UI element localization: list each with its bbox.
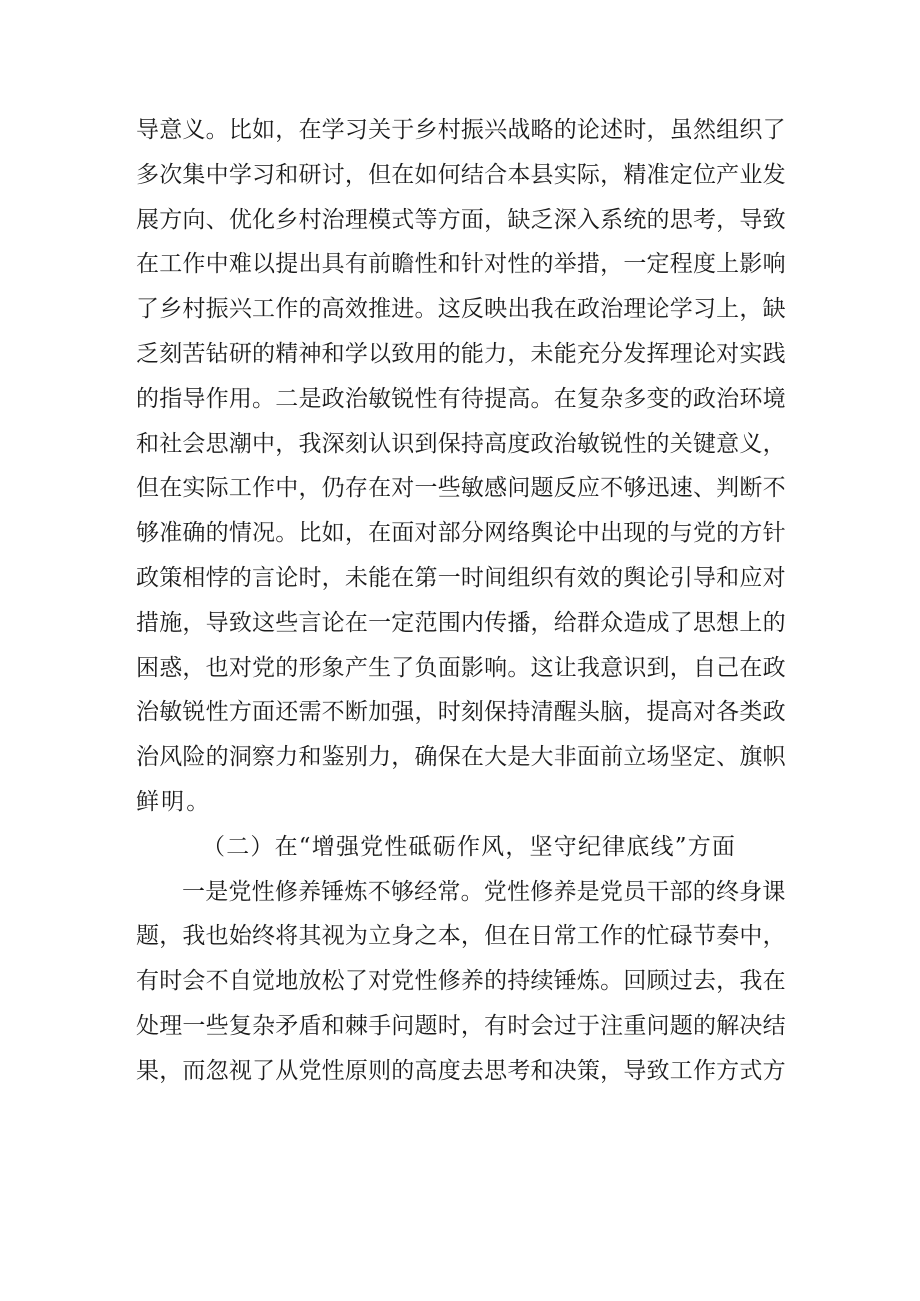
paragraph-line: 措施，导致这些言论在一定范围内传播，给群众造成了思想上的 bbox=[136, 609, 786, 636]
paragraph-line: 一是党性修养锤炼不够经常。党性修养是党员干部的终身课 bbox=[182, 878, 786, 905]
paragraph-line: 导意义。比如，在学习关于乡村振兴战略的论述时，虽然组织了 bbox=[136, 117, 786, 143]
paragraph-line: 治风险的洞察力和鉴别力，确保在大是大非面前立场坚定、旗帜 bbox=[136, 744, 786, 771]
paragraph-line: 够准确的情况。比如，在面对部分网络舆论中出现的与党的方针 bbox=[136, 520, 786, 547]
paragraph-line: 政策相悖的言论时，未能在第一时间组织有效的舆论引导和应对 bbox=[136, 564, 786, 591]
paragraph-line: 了乡村振兴工作的高效推进。这反映出我在政治理论学习上，缺 bbox=[136, 296, 786, 323]
paragraph-line: 困惑，也对党的形象产生了负面影响。这让我意识到，自己在政 bbox=[136, 654, 786, 681]
paragraph-line: 和社会思潮中，我深刻认识到保持高度政治敏锐性的关键意义， bbox=[136, 430, 786, 457]
paragraph-line: 在工作中难以提出具有前瞻性和针对性的举措，一定程度上影响 bbox=[136, 251, 786, 278]
paragraph-line: 果，而忽视了从党性原则的高度去思考和决策，导致工作方式方 bbox=[136, 1057, 786, 1084]
paragraph-line: 展方向、优化乡村治理模式等方面，缺乏深入系统的思考，导致 bbox=[136, 206, 786, 233]
paragraph-line: 多次集中学习和研讨，但在如何结合本县实际，精准定位产业发 bbox=[136, 161, 786, 188]
paragraph-line: 治敏锐性方面还需不断加强，时刻保持清醒头脑，提高对各类政 bbox=[136, 699, 786, 726]
paragraph-line: 鲜明。 bbox=[136, 788, 212, 815]
paragraph-line: 有时会不自觉地放松了对党性修养的持续锤炼。回顾过去，我在 bbox=[136, 968, 786, 995]
paragraph-line: 的指导作用。二是政治敏锐性有待提高。在复杂多变的政治环境 bbox=[136, 385, 786, 412]
paragraph-line: 题，我也始终将其视为立身之本，但在日常工作的忙碌节奏中， bbox=[136, 923, 786, 950]
paragraph-line: 处理一些复杂矛盾和棘手问题时，有时会过于注重问题的解决结 bbox=[136, 1012, 786, 1039]
paragraph-line: 但在实际工作中，仍存在对一些敏感问题反应不够迅速、判断不 bbox=[136, 475, 786, 502]
paragraph-line: 乏刻苦钻研的精神和学以致用的能力，未能充分发挥理论对实践 bbox=[136, 340, 786, 367]
section-heading: （二）在“增强党性砥砺作风，坚守纪律底线”方面 bbox=[202, 833, 737, 860]
document-body bbox=[136, 108, 786, 1094]
